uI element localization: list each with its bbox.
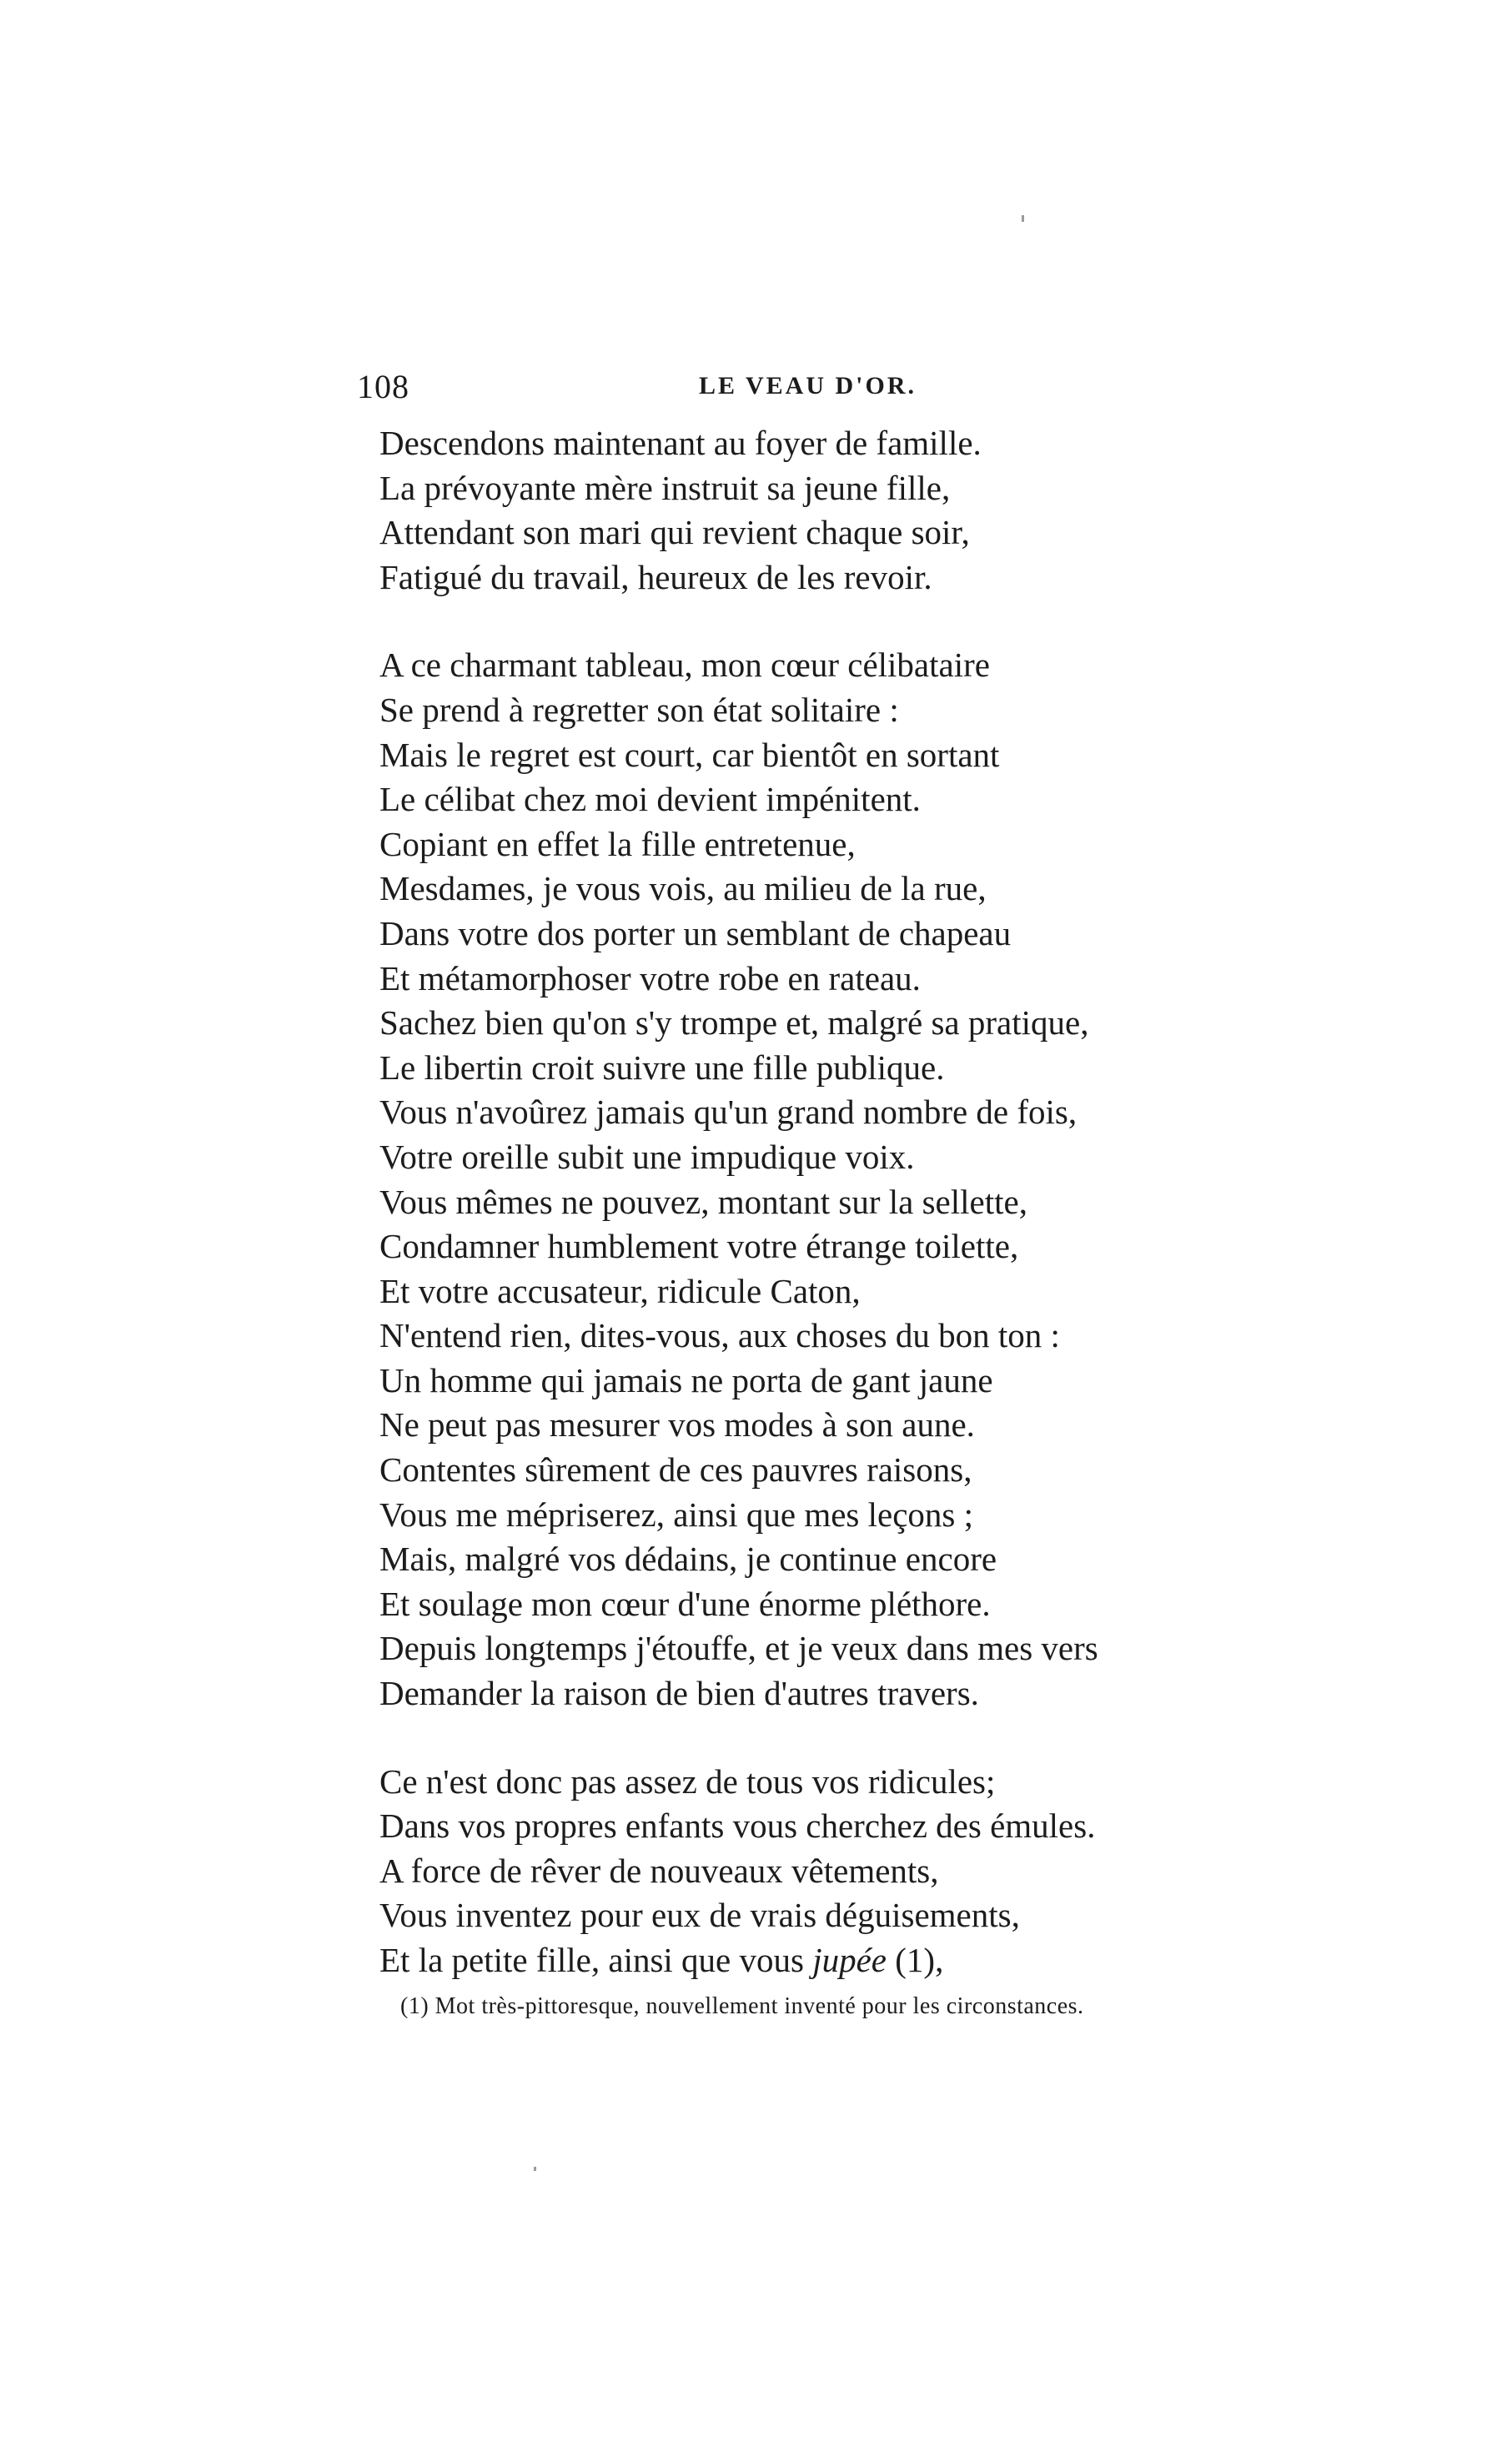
verse-line: Depuis longtemps j'étouffe, et je veux dans mes vers — [379, 1629, 1098, 1668]
verse-line: Mesdames, je vous vois, au milieu de la rue, — [379, 869, 987, 908]
verse-line: Vous me mépriserez, ainsi que mes leçons ; — [379, 1495, 974, 1534]
verse-line: Dans votre dos porter un semblant de chapeau — [379, 913, 1012, 952]
stanza-1 — [379, 421, 1314, 600]
paper-speck — [534, 2167, 536, 2171]
stanza-3 — [379, 1760, 1314, 1983]
verse-line: Et métamorphoser votre robe en rateau. — [379, 958, 921, 997]
verse-line: Mais, malgré vos dédains, je continue encore — [379, 1540, 997, 1579]
verse-line: N'entend rien, dites-vous, aux choses du bon ton : — [379, 1316, 1060, 1355]
footnote-reference: (1), — [887, 1941, 944, 1979]
verse-line: Mais le regret est court, car bientôt en sortant — [379, 735, 1000, 774]
italic-word: jupée — [812, 1941, 887, 1979]
verse-line: Vous mêmes ne pouvez, montant sur la sellette, — [379, 1182, 1027, 1221]
verse-line: A ce charmant tableau, mon cœur célibataire — [379, 646, 990, 685]
poem-body — [379, 421, 1314, 1983]
stanza-2 — [379, 643, 1314, 1716]
verse-line: Se prend à regretter son état solitaire : — [379, 690, 899, 729]
verse-line: Fatigué du travail, heureux de les revoir. — [379, 557, 932, 596]
verse-line: Contentes sûrement de ces pauvres raisons, — [379, 1450, 972, 1490]
verse-line-with-italic — [379, 1938, 1314, 1983]
verse-line: Copiant en effet la fille entretenue, — [379, 824, 856, 863]
verse-line: Attendant son mari qui revient chaque soir, — [379, 513, 970, 552]
verse-line: Ne peut pas mesurer vos modes à son aune. — [379, 1405, 975, 1445]
verse-line: Vous n'avoûrez jamais qu'un grand nombre de fois, — [379, 1093, 1077, 1132]
paper-speck — [1022, 215, 1024, 222]
verse-line: Vous inventez pour eux de vrais déguisements, — [379, 1896, 1020, 1935]
verse-line: Demander la raison de bien d'autres travers. — [379, 1674, 979, 1713]
page-number: 108 — [357, 368, 409, 405]
verse-line: A force de rêver de nouveaux vêtements, — [379, 1851, 939, 1890]
footnote: (1) Mot très-pittoresque, nouvellement inventé pour les circonstances. — [400, 1993, 1084, 2019]
verse-line: Le libertin croit suivre une fille publique. — [379, 1048, 945, 1087]
verse-line: Descendons maintenant au foyer de famille. — [379, 424, 982, 462]
running-title: LE VEAU D'OR. — [699, 372, 917, 399]
verse-line: Sachez bien qu'on s'y trompe et, malgré sa pratique, — [379, 1003, 1089, 1043]
verse-text-before: Et la petite fille, ainsi que vous — [379, 1941, 813, 1979]
verse-line: Condamner humblement votre étrange toilette, — [379, 1227, 1019, 1266]
verse-line: La prévoyante mère instruit sa jeune fille, — [379, 468, 951, 507]
verse-line: Le célibat chez moi devient impénitent. — [379, 780, 921, 819]
verse-line: Un homme qui jamais ne porta de gant jaune — [379, 1360, 993, 1399]
verse-line: Et votre accusateur, ridicule Caton, — [379, 1271, 861, 1310]
verse-line: Dans vos propres enfants vous cherchez des émules. — [379, 1806, 1096, 1846]
verse-line: Ce n'est donc pas assez de tous vos ridicules; — [379, 1761, 996, 1801]
verse-line: Et soulage mon cœur d'une énorme pléthore. — [379, 1584, 991, 1623]
verse-line: Votre oreille subit une impudique voix. — [379, 1137, 915, 1176]
page-header — [357, 367, 1341, 417]
